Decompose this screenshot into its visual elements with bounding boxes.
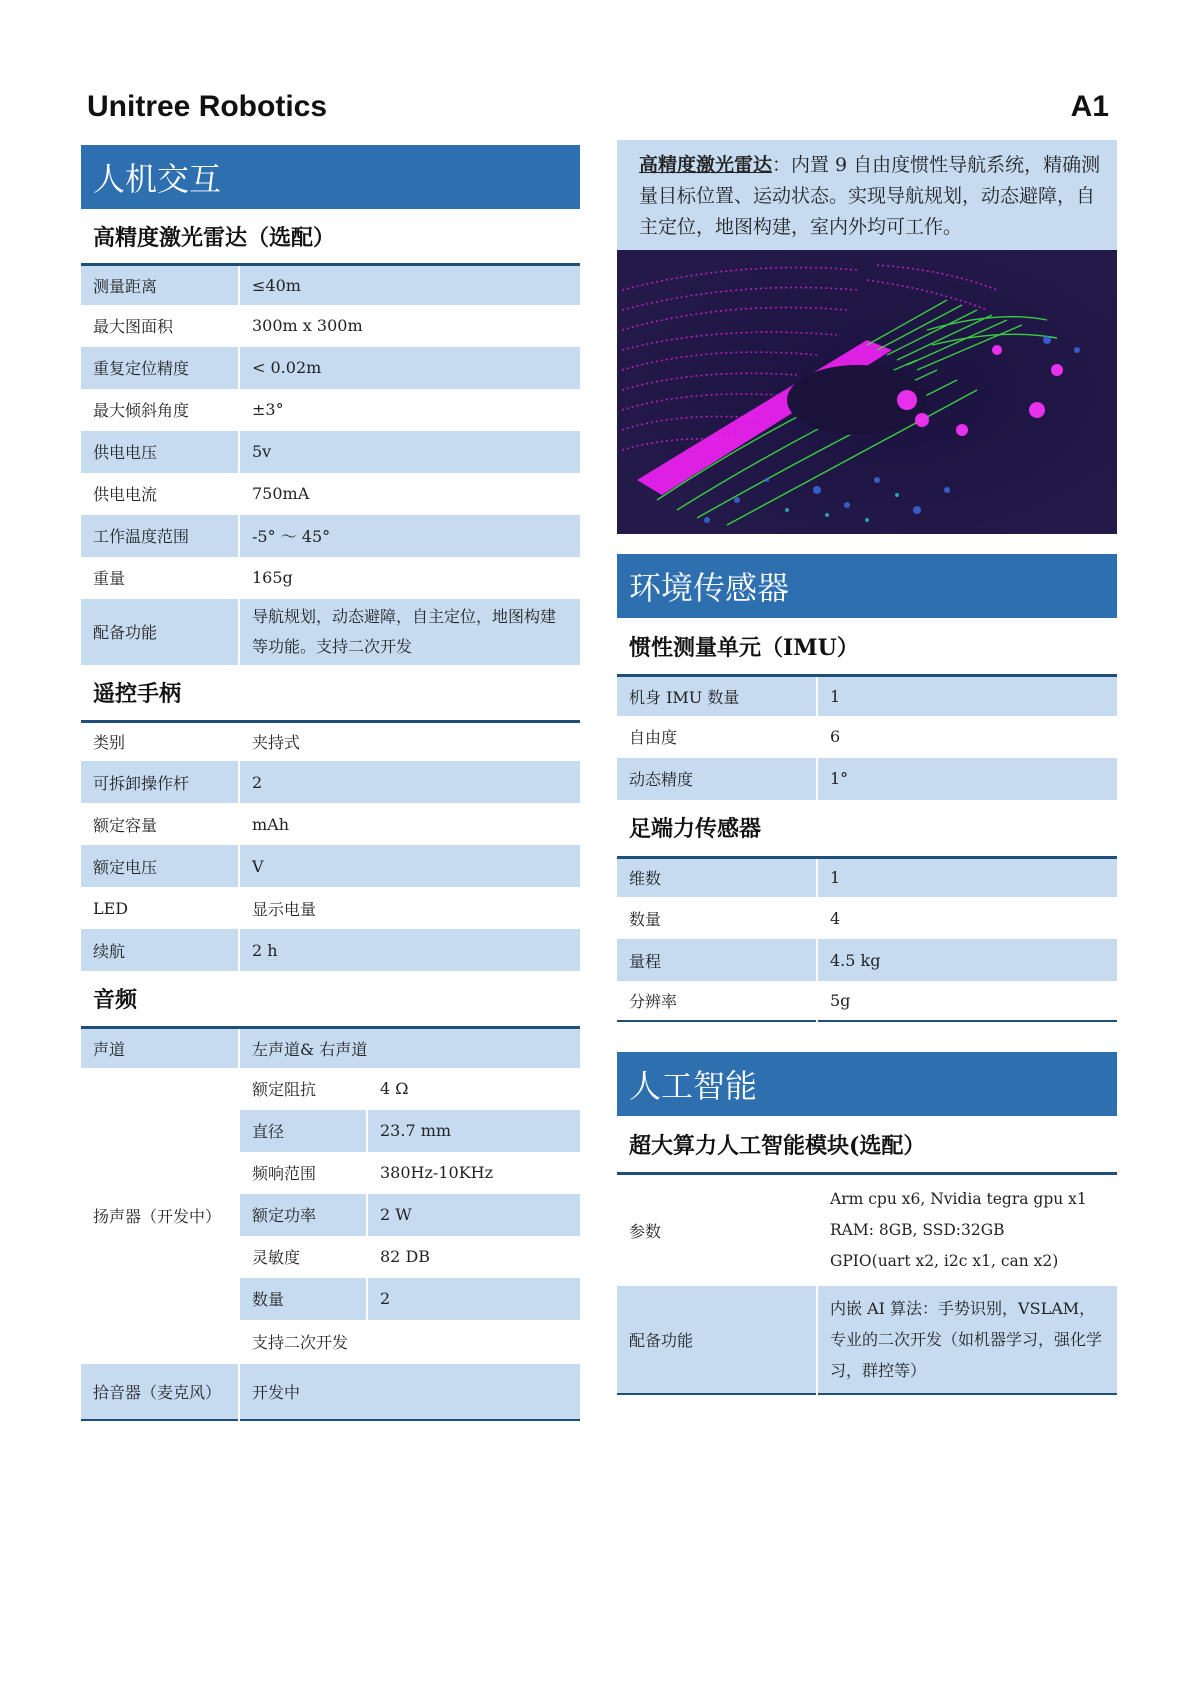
row-label: 测量距离 [81, 265, 239, 305]
section-banner-ai [617, 1052, 1117, 1116]
row-label: 类别 [81, 721, 239, 761]
row-value: ≤40m [239, 265, 580, 305]
row-value: 6 [830, 727, 841, 746]
table-row [81, 761, 580, 803]
row-label: 参数 [617, 1174, 817, 1286]
row-value: 4 [830, 908, 841, 928]
row-value: 4.5 kg [817, 939, 1117, 981]
section-title-ai: 人工智能 [629, 1067, 758, 1105]
row-value: 1° [817, 758, 1117, 800]
row-label: 维数 [617, 857, 817, 897]
row-label: 供电电压 [81, 431, 239, 473]
foot-sensor-spec-table [617, 856, 1117, 1023]
lidar-pointcloud-image [617, 250, 1117, 534]
row-label: 额定功率 [239, 1194, 367, 1236]
param-line: GPIO(uart x2, i2c x1, can x2) [830, 1251, 1059, 1270]
row-label: 拾音器（麦克风） [81, 1364, 239, 1420]
table-row [81, 431, 580, 473]
row-value: 夹持式 [252, 733, 301, 753]
section-banner-hmi [81, 145, 580, 209]
table-row [81, 721, 580, 761]
brand-title: Unitree Robotics [87, 90, 328, 123]
table-row [81, 265, 580, 305]
row-label: 最大倾斜角度 [81, 389, 239, 431]
table-row [617, 897, 1117, 939]
row-value: 5g [830, 991, 851, 1010]
speaker-label: 扬声器（开发中） [81, 1068, 239, 1364]
row-label: 频响范围 [239, 1152, 367, 1194]
row-value: 导航规划，动态避障，自主定位，地图构建等功能。支持二次开发 [239, 599, 580, 665]
table-row [617, 857, 1117, 897]
table-row [81, 557, 580, 599]
remote-spec-table [81, 720, 580, 972]
row-label: 声道 [81, 1028, 239, 1068]
table-row [81, 473, 580, 515]
table-row [81, 803, 580, 845]
table-row [81, 1028, 580, 1068]
row-value: 2 [367, 1278, 580, 1320]
row-value: mAh [252, 814, 290, 834]
table-row [81, 929, 580, 971]
table-row [81, 887, 580, 929]
table-row [81, 845, 580, 887]
row-value: V [239, 845, 580, 887]
subtitle-ai-module: 超大算力人工智能模块(选配） [629, 1132, 926, 1159]
pointcloud-svg [617, 250, 1117, 534]
row-value [817, 1174, 1117, 1286]
row-value: 左声道& 右声道 [239, 1028, 580, 1068]
param-line: Arm cpu x6, Nvidia tegra gpu x1 [830, 1189, 1087, 1208]
table-row [617, 1174, 1117, 1286]
row-label: 分辨率 [617, 981, 817, 1021]
table-row [81, 389, 580, 431]
row-value: 750mA [252, 484, 310, 503]
table-row [81, 599, 580, 665]
table-row [617, 981, 1117, 1021]
row-value: ±3° [252, 400, 284, 419]
imu-spec-table [617, 674, 1117, 800]
intro-text: ：内置 9 自由度惯性导航系统，精确测量目标位置、运动状态。实现导航规划，动态避障，自主定位，地图构建，室内外均可工作。 [639, 154, 1101, 238]
row-value: 开发中 [239, 1364, 580, 1420]
row-value: 23.7 mm [367, 1110, 580, 1152]
section-title-env: 环境传感器 [629, 569, 790, 607]
row-label: 额定容量 [81, 803, 239, 845]
row-value: 2 [239, 761, 580, 803]
table-row [617, 1286, 1117, 1394]
row-value: 1 [817, 857, 1117, 897]
subtitle-imu: 惯性测量单元（IMU） [629, 634, 859, 661]
table-row [81, 1364, 580, 1420]
table-row [81, 305, 580, 347]
section-banner-env [617, 554, 1117, 618]
model-label: A1 [1070, 90, 1109, 123]
table-row [617, 758, 1117, 800]
lidar-spec-table [81, 263, 580, 665]
table-row [81, 347, 580, 389]
right-column [617, 140, 1117, 1395]
row-value: -5° ～ 45° [239, 515, 580, 557]
table-row [617, 716, 1117, 758]
table-row [617, 939, 1117, 981]
row-value: 显示电量 [252, 899, 317, 919]
row-label: 量程 [617, 939, 817, 981]
row-value: 82 DB [380, 1247, 431, 1266]
row-value: < 0.02m [239, 347, 580, 389]
lidar-intro-box [617, 140, 1117, 250]
row-label: LED [81, 887, 239, 929]
speaker-note: 支持二次开发 [252, 1333, 349, 1352]
row-label: 额定阻抗 [239, 1068, 367, 1110]
row-value: 内嵌 AI 算法：手势识别，VSLAM，专业的二次开发（如机器学习，强化学习，群控等） [817, 1286, 1117, 1394]
left-column [81, 145, 580, 1421]
table-row [81, 1068, 580, 1110]
row-label: 供电电流 [81, 473, 239, 515]
subtitle-audio: 音频 [93, 987, 138, 1013]
row-label: 直径 [239, 1110, 367, 1152]
row-value: 2 h [239, 929, 580, 971]
row-label: 自由度 [617, 716, 817, 758]
subtitle-lidar: 高精度激光雷达（选配） [93, 224, 336, 251]
row-label: 额定电压 [81, 845, 239, 887]
row-value: 165g [252, 568, 293, 587]
ai-spec-table [617, 1172, 1117, 1395]
row-label: 最大图面积 [81, 305, 239, 347]
row-value: 300m x 300m [252, 316, 363, 335]
section-title-hmi: 人机交互 [93, 160, 222, 198]
row-label: 配备功能 [81, 599, 239, 665]
subtitle-foot-sensor: 足端力传感器 [629, 816, 762, 842]
row-label: 数量 [617, 897, 817, 939]
subtitle-remote: 遥控手柄 [93, 680, 182, 707]
row-label: 重复定位精度 [81, 347, 239, 389]
row-value: 1 [817, 676, 1117, 716]
intro-lead: 高精度激光雷达 [639, 154, 773, 176]
row-label: 数量 [239, 1278, 367, 1320]
row-label: 机身 IMU 数量 [617, 676, 817, 716]
param-line: RAM: 8GB, SSD:32GB [830, 1220, 1005, 1239]
table-row [81, 515, 580, 557]
row-label: 工作温度范围 [81, 515, 239, 557]
row-value: 2 W [367, 1194, 580, 1236]
row-label: 动态精度 [617, 758, 817, 800]
table-row [617, 676, 1117, 716]
row-label: 重量 [81, 557, 239, 599]
row-value: 4 Ω [380, 1079, 409, 1098]
row-label: 灵敏度 [239, 1236, 367, 1278]
row-value: 5v [239, 431, 580, 473]
row-value: 380Hz-10KHz [380, 1163, 494, 1182]
row-label: 可拆卸操作杆 [81, 761, 239, 803]
row-label: 配备功能 [617, 1286, 817, 1394]
audio-spec-table [81, 1026, 580, 1421]
row-label: 续航 [81, 929, 239, 971]
